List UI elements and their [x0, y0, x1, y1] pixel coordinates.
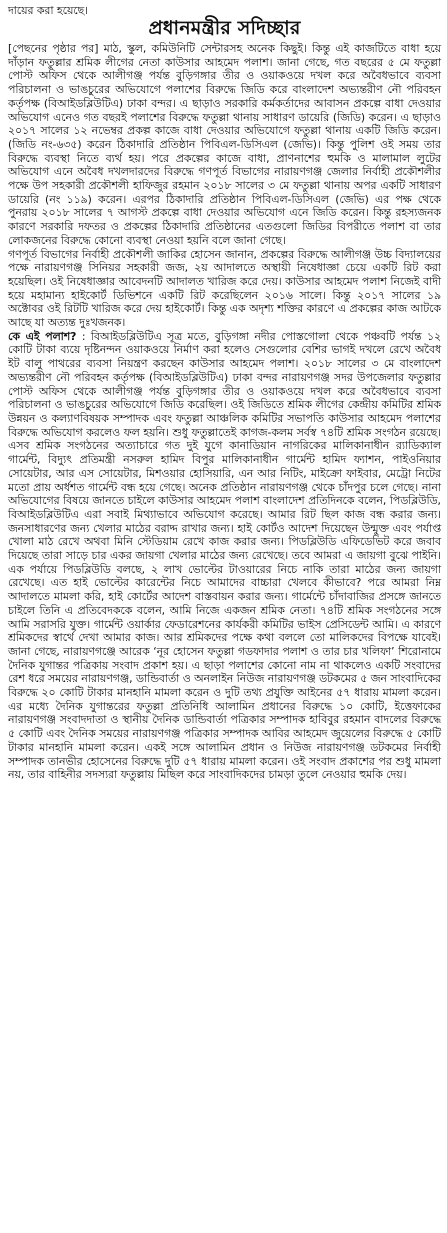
article-paragraph-1: [পেছনের পৃষ্ঠার পর] মাঠ, স্কুল, কমিউনিটি সেন্টারসহ অনেক কিছুই। কিন্তু এই কাজটিতে বাধা হয়ে দাঁড়ান ফতুল্লার শ্রমিক লীগের নেতা কাউসার আহমেদ পলাশ। জানা গেছে, গত বছরের ৫ মে ফতুল্লা পোস্ট অফিস থেকে আলীগঞ্জ পর্যন্ত বুড়িগঙ্গার তীর ও ওয়াকওয়ে দখল করে অবৈধভাবে ব্যবসা পরিচালনা ও ভাঙচুরের অভিযোগে পলাশের বিরুদ্ধে জিডি করে বাংলাদেশ অভ্যন্তরীণ নৌ পরিবহন কর্তৃপক্ষ (বিআইডব্লিউটিএ) ঢাকা বন্দর। এ ছাড়াও সরকারি কর্মকর্তাদের আবাসন প্রকল্পে বাধা দেওয়ার অভিযোগ এনেও গত বছরই পলাশের বিরুদ্ধে ফতুল্লা থানায় সাধারণ ডায়েরি (জিডি) করেন। এ ছাড়াও ২০১৭ সালের ১২ নভেম্বর প্রকল্প কাজে বাধা দেওয়ার অভিযোগে ফতুল্লা থানায় একটি জিডি করেন। (জিডি নং-৬৩৫) করেন ঠিকাদারি প্রতিষ্ঠান পিবিএল-ডিসিএল (জেভি)। কিন্তু পুলিশ ওই সময় তার বিরুদ্ধে ব্যবস্থা নিতে ব্যর্থ হয়। পরে প্রকল্পের কাজে বাধা, প্রাণনাশের হুমকি ও মালামাল লুটের অভিযোগ এনে অবৈধ দখলদারদের বিরুদ্ধে গণপূর্ত বিভাগের নারায়ণগঞ্জ জেলার নির্বাহী প্রকৌশলীর পক্ষে উপ সহকারী প্রকৌশলী হাফিজুর রহমান ২০১৮ সালের ৩ মে ফতুল্লা থানায় অপর একটি সাধারণ ডায়েরি (নং ১১৯) করেন। এরপর ঠিকাদারি প্রতিষ্ঠান পিবিএল-ডিসিএল (জেভি) এর পক্ষ থেকে পুনরায় ২০১৮ সালের ৭ আগস্ট প্রকল্পে বাধা দেওয়ার অভিযোগ এনে জিডি করেন। কিন্তু রহস্যজনক কারণে সরকারি দফতর ও প্রকল্পের ঠিকাদারি প্রতিষ্ঠানের এতগুলো জিডির বিপরীতে পলাশ বা তার লোকজনের বিরুদ্ধে কোনো ব্যবস্থা নেওয়া হয়নি বলে জানা গেছে।	[8, 42, 441, 247]
subheading-who-is-palash: কে এই পলাশ?	[8, 329, 77, 343]
article-paragraph-3-text: : বিআইডব্লিউটিএ সূত্র মতে, বুড়িগঙ্গা নদীর পোস্তগোলা থেকে পঞ্চবটি পর্যন্ত ১২ কোটি টাকা ব্যয়ে দৃষ্টিনন্দন ওয়াকওয়ে নির্মাণ করা হলেও সেগুলোর বেশির ভাগই দখলে রেখে অবৈধ ইট বালু পাথরের ব্যবসা নিয়ন্ত্রণ করছেন কাউসার আহমেদ পলাশ। ২০১৮ সালের ৩ মে বাংলাদেশ অভ্যন্তরীণ নৌ পরিবহন কর্তৃপক্ষ (বিআইডব্লিউটিএ) ঢাকা বন্দর নারায়ণগঞ্জ সদর উপজেলার ফতুল্লার পোস্ট অফিস থেকে আলীগঞ্জ পর্যন্ত বুড়িগঙ্গার তীর ও ওয়াকওয়ে দখল করে অবৈধভাবে ব্যবসা পরিচালনা ও ভাঙচুরের অভিযোগে জিডি করেছিল। ওই জিডিতে শ্রমিক লীগের কেন্দ্রীয় কমিটির শ্রমিক উন্নয়ন ও কল্যাণবিষয়ক সম্পাদক এবং ফতুল্লা আঞ্চলিক কমিটির সভাপতি কাউসার আহমেদ পলাশের বিরুদ্ধে অভিযোগ করলেও ফল হয়নি। শুধু ফতুল্লাতেই কাগজ-কলম সর্বস্ব ৭৪টি শ্রমিক সংগঠন রয়েছে। এসব শ্রমিক সংগঠনের অত্যাচারে গত দুই যুগে কানাডিয়ান নাগরিকের মালিকানাধীন র‍্যাডিক্যাল গার্মেন্ট, বিদ্যুৎ প্রতিমন্ত্রী নসরুল হামিদ বিপুর মালিকানাধীন গার্মেন্ট হামিদ ফ্যাশন, পাইওনিয়ার সোয়েটার, আর এস সোয়েটার, মিশওয়ার হোসিয়ারি, এন আর নিটিং, মাইক্রো ফাইবার, মেট্রো নিটের মতো প্রায় অর্ধশত গার্মেন্ট বন্ধ হয়ে গেছে। অনেক প্রতিষ্ঠান নারায়ণগঞ্জ থেকে চাঁদপুর চলে গেছে। নানা অভিযোগের বিষয়ে জানতে চাইলে কাউসার আহমেদ পলাশ বাংলাদেশ প্রতিদিনকে বলেন, পিডব্লিউডি, বিআইডব্লিউটিএ এরা সবাই মিথ্যাভাবে অভিযোগ করেছে। আমার রিট ছিল কাজ বন্ধ করার জন্য। জনসাধারণের জন্য খেলার মাঠের বরাদ্দ রাখার জন্য। হাই কোর্টও আদেশ দিয়েছেন উন্মুক্ত এবং পর্যাপ্ত খোলা মাঠ রেখে অথবা মিনি স্টেডিয়াম রেখে কাজ করার জন্য। পিডব্লিউডি এফিডেভিট করে জবাব দিয়েছে তারা সাড়ে চার একর জায়গা খেলার মাঠের জন্য রেখেছে। তবে আমরা এ জায়গা বুঝে পাইনি। এক পর্যায়ে পিডব্লিউডি বলছে, ২ লাখ ভোল্টের টাওয়ারের নিচে নাকি তারা মাঠের জন্য জায়গা রেখেছে। এত হাই ভোল্টের কারেন্টের নিচে আমাদের বাচ্চারা খেলবে কীভাবে? পরে আমরা নিম্ন আদালতে মামলা করি, হাই কোর্টের আদেশ বাস্তবায়ন করার জন্য। গার্মেন্টে চাঁদাবাজির প্রসঙ্গে জানতে চাইলে তিনি এ প্রতিবেদককে বলেন, আমি নিজে একজন শ্রমিক নেতা। ৭৪টি শ্রমিক সংগঠনের সঙ্গে আমি সরাসরি যুক্ত। গার্মেন্ট ওয়ার্কার ফেডারেশনের কার্যকরী কমিটির ভাইস প্রেসিডেন্ট আমি। এ কারণে শ্রমিকদের স্বার্থে দেখা আমার কাজ। আর শ্রমিকদের পক্ষে কথা বললে তো মালিকদের বিপক্ষে যাবেই। জানা গেছে, নারায়ণগঞ্জে আরেক ‘নূর হোসেন ফতুল্লা গডফাদার পলাশ ও তার চার খলিফা’ শিরোনামে দৈনিক যুগান্তর পত্রিকায় সংবাদ প্রকাশ হয়। এ ছাড়া পলাশের কোনো নাম না থাকলেও একটি সংবাদের রেশ ধরে সময়ের নারায়ণগঞ্জ, ডান্ডিবার্তা ও অনলাইন নিউজ নারায়ণগঞ্জ ডটকমের ৫ জন সাংবাদিকের বিরুদ্ধে ২০ কোটি টাকার মানহানি মামলা করেন ও দুটি তথ্য প্রযুক্তি আইনের ৫৭ ধারায় মামলা করেন। এর মধ্যে দৈনিক যুগান্তরের ফতুল্লা প্রতিনিধি আলামিন প্রধানের বিরুদ্ধে ১০ কোটি, ইত্তেফাকের নারায়ণগঞ্জ সংবাদদাতা ও স্থানীয় দৈনিক ডান্ডিবার্তা পত্রিকার সম্পাদক হাবিবুর রহমান বাদলের বিরুদ্ধে ৫ কোটি এবং দৈনিক সময়ের নারায়ণগঞ্জ পত্রিকার সম্পাদক আবির আহমেদ জুয়েলের বিরুদ্ধে ৫ কোটি টাকার মানহানি মামলা করেন। একই সঙ্গে আলামিন প্রধান ও নিউজ নারায়ণগঞ্জ ডটকমের নির্বাহী সম্পাদক তানভীর হোসেনের বিরুদ্ধে দুটি ৫৭ ধারায় মামলা করেন। ওই সংবাদ প্রকাশের পর শুধু মামলা নয়, তার বাহিনীর সদস্যরা ফতুল্লায় মিছিল করে সাংবাদিকদের চামড়া তুলে নেওয়ার হুমকি দেয়।	[8, 329, 441, 782]
article-headline: প্রধানমন্ত্রীর সদিচ্ছার	[148, 17, 301, 39]
article-paragraph-3	[8, 330, 441, 782]
previous-article-ending: দায়ের করা হয়েছে।	[8, 4, 89, 17]
article-paragraph-2: গণপূর্ত বিভাগের নির্বাহী প্রকৌশলী জাকির হোসেন জানান, প্রকল্পের বিরুদ্ধে আলীগঞ্জ উচ্চ বিদ্যালয়ের পক্ষে নারায়ণগঞ্জ সিনিয়র সহকারী জজ, ২য় আদালতে অস্থায়ী নিষেধাজ্ঞা চেয়ে একটি রিট করা হয়েছিল। ওই নিষেধাজ্ঞার আবেদনটি আদালত খারিজ করে দেয়। কাউসার আহমেদ পলাশ নিজেই বাদী হয়ে মহামান্য হাইকোর্ট ডিভিশনে একটি রিট করেছিলেন ২০১৬ সালে। কিন্তু ২০১৭ সালের ১৯ অক্টোবর ওই রিটটি খারিজ করে দেয় হাইকোর্ট। কিন্তু এক অদৃশ্য শক্তির কারণে এ প্রকল্পের কাজ আটকে আছে যা অত্যন্ত দুঃখজনক।	[8, 247, 441, 330]
article-body	[8, 42, 441, 782]
